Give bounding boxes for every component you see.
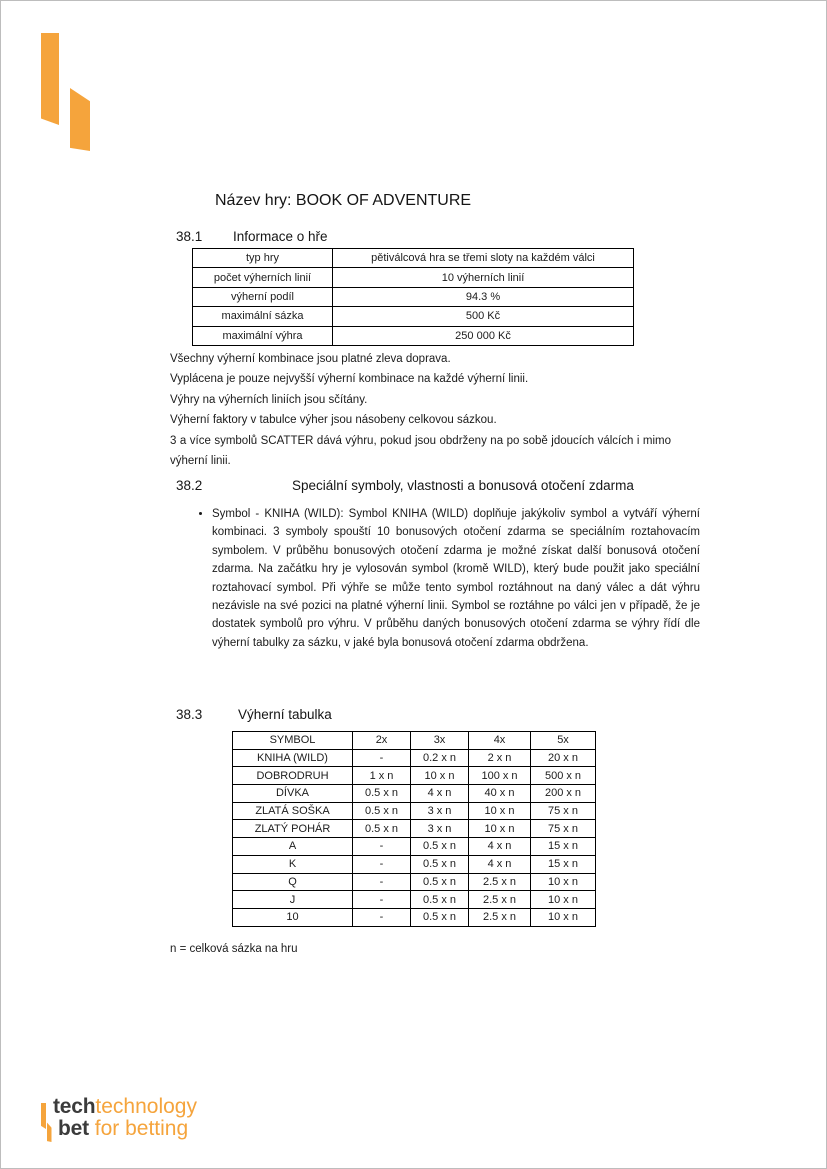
- pay-cell: 3 x n: [411, 820, 469, 838]
- rule-line: Vyplácena je pouze nejvyšší výherní kombinace na každé výherní linii.: [170, 373, 529, 386]
- pay-cell: 2.5 x n: [469, 873, 531, 891]
- table-row: [233, 802, 596, 820]
- table-header-row: [233, 732, 596, 750]
- table-row: [193, 307, 634, 326]
- pay-cell: 0.5 x n: [411, 855, 469, 873]
- pay-cell: 2.5 x n: [469, 908, 531, 926]
- pay-cell: 15 x n: [531, 838, 596, 856]
- pay-symbol: DOBRODRUH: [233, 767, 353, 785]
- pay-cell: 0.5 x n: [353, 785, 411, 803]
- pay-cell: 10 x n: [531, 891, 596, 909]
- pay-table: [232, 731, 596, 927]
- pay-cell: 4 x n: [469, 838, 531, 856]
- brand-word-tech: tech: [53, 1095, 96, 1118]
- table-row: [233, 838, 596, 856]
- pay-cell: 40 x n: [469, 785, 531, 803]
- table-row: [233, 767, 596, 785]
- info-label: typ hry: [193, 249, 333, 268]
- pay-cell: 10 x n: [531, 873, 596, 891]
- pay-header: 3x: [411, 732, 469, 750]
- section-number: 38.3: [176, 707, 203, 722]
- rule-line: Všechny výherní kombinace jsou platné zleva doprava.: [170, 353, 451, 365]
- table-row: [233, 855, 596, 873]
- info-label: maximální výhra: [193, 326, 333, 345]
- pay-header: 2x: [353, 732, 411, 750]
- table-row: [233, 749, 596, 767]
- rule-line: Výhry na výherních liniích jsou sčítány.: [170, 393, 368, 406]
- brand-word-bet: bet: [58, 1117, 89, 1140]
- pay-cell: 2 x n: [469, 749, 531, 767]
- pay-cell: 10 x n: [531, 908, 596, 926]
- page-title: Název hry: BOOK OF ADVENTURE: [215, 192, 472, 209]
- table-row: [193, 268, 634, 287]
- pay-symbol: DÍVKA: [233, 785, 353, 803]
- special-symbols-list: [197, 505, 700, 652]
- pay-cell: 75 x n: [531, 820, 596, 838]
- rule-line: Výherní faktory v tabulce výher jsou násobeny celkovou sázkou.: [170, 414, 497, 427]
- pay-cell: 4 x n: [469, 855, 531, 873]
- pay-cell: 10 x n: [411, 767, 469, 785]
- brand-word-technology: technology: [95, 1095, 197, 1118]
- logo-bar-icon: [70, 88, 90, 151]
- pay-cell: 3 x n: [411, 802, 469, 820]
- pay-cell: 0.5 x n: [411, 908, 469, 926]
- pay-cell: 75 x n: [531, 802, 596, 820]
- pay-cell: 0.5 x n: [353, 820, 411, 838]
- table-row: [233, 908, 596, 926]
- table-row: [193, 287, 634, 306]
- info-value: 500 Kč: [333, 307, 634, 326]
- logo-bar-icon: [41, 33, 59, 125]
- pay-symbol: Q: [233, 873, 353, 891]
- pay-cell: 500 x n: [531, 767, 596, 785]
- pay-cell: -: [353, 891, 411, 909]
- pay-symbol: A: [233, 838, 353, 856]
- pay-cell: 4 x n: [411, 785, 469, 803]
- section-title: Informace o hře: [233, 229, 328, 244]
- table-row: [233, 820, 596, 838]
- section-number: 38.2: [176, 478, 203, 493]
- pay-cell: -: [353, 838, 411, 856]
- table-row: [233, 873, 596, 891]
- section-title: Výherní tabulka: [238, 707, 332, 722]
- pay-header: SYMBOL: [233, 732, 353, 750]
- logo-bar-icon: [47, 1122, 52, 1142]
- rules-paragraphs: [170, 349, 671, 471]
- info-value: 94.3 %: [333, 287, 634, 306]
- pay-header: 4x: [469, 732, 531, 750]
- game-info-table: [192, 248, 634, 346]
- pay-header: 5x: [531, 732, 596, 750]
- info-value: 250 000 Kč: [333, 326, 634, 345]
- pay-symbol: K: [233, 855, 353, 873]
- pay-cell: 0.5 x n: [411, 873, 469, 891]
- table-row: [233, 891, 596, 909]
- pay-cell: 15 x n: [531, 855, 596, 873]
- pay-symbol: ZLATÝ POHÁR: [233, 820, 353, 838]
- pay-cell: 0.5 x n: [411, 838, 469, 856]
- pay-cell: 200 x n: [531, 785, 596, 803]
- pay-cell: 20 x n: [531, 749, 596, 767]
- info-label: maximální sázka: [193, 307, 333, 326]
- pay-cell: -: [353, 749, 411, 767]
- pay-cell: -: [353, 855, 411, 873]
- pay-symbol: J: [233, 891, 353, 909]
- pay-cell: -: [353, 873, 411, 891]
- table-row: [193, 326, 634, 345]
- section-title: Speciální symboly, vlastnosti a bonusová otočení zdarma: [292, 478, 634, 493]
- pay-cell: 2.5 x n: [469, 891, 531, 909]
- pay-cell: 0.2 x n: [411, 749, 469, 767]
- pay-cell: -: [353, 908, 411, 926]
- table-row: [193, 249, 634, 268]
- info-label: počet výherních linií: [193, 268, 333, 287]
- info-label: výherní podíl: [193, 287, 333, 306]
- section-number: 38.1: [176, 229, 203, 244]
- table-row: [233, 785, 596, 803]
- pay-symbol: ZLATÁ SOŠKA: [233, 802, 353, 820]
- pay-cell: 10 x n: [469, 820, 531, 838]
- logo-bar-icon: [41, 1103, 46, 1129]
- brand-word-for-betting: for betting: [94, 1117, 189, 1140]
- info-value: 10 výherních linií: [333, 268, 634, 287]
- info-value: pětiválcová hra se třemi sloty na každém válci: [333, 249, 634, 268]
- pay-cell: 10 x n: [469, 802, 531, 820]
- pay-cell: 0.5 x n: [411, 891, 469, 909]
- pay-symbol: KNIHA (WILD): [233, 749, 353, 767]
- pay-cell: 1 x n: [353, 767, 411, 785]
- footer-brand-text: [53, 1096, 197, 1140]
- list-item: • Symbol - KNIHA (WILD): Symbol KNIHA (WILD) doplňuje jakýkoliv symbol a vytváří výherní kombinaci. 3 symboly spouští 10 bonusových otočení zdarma se speciálním roztahovacím symbolem. V průběhu bonusových otočení zdarma je možné získat další bonusová otočení zdarma. Na začátku hry je vylosován symbol (kromě WILD), který bude použit jako speciální roztahovací symbol. Při výhře se může tento symbol roztáhnout na daný válec a dát výhru nezávisle na své pozici na platné výherní linii. Symbol se roztáhne po válci jen v případě, že je dostatek symbolů pro výhru. V průběhu daných bonusových otočení zdarma se výhry řídí dle výherní tabulky za sázku, v jaké byla bonusová otočení zdarma obdržena.: [212, 505, 700, 652]
- rule-line: 3 a více symbolů SCATTER dává výhru, pokud jsou obdrženy na po sobě jdoucích válcích i mimo výherní linii.: [170, 434, 671, 468]
- pay-symbol: 10: [233, 908, 353, 926]
- pay-cell: 0.5 x n: [353, 802, 411, 820]
- pay-cell: 100 x n: [469, 767, 531, 785]
- pay-table-note: n = celková sázka na hru: [170, 943, 298, 955]
